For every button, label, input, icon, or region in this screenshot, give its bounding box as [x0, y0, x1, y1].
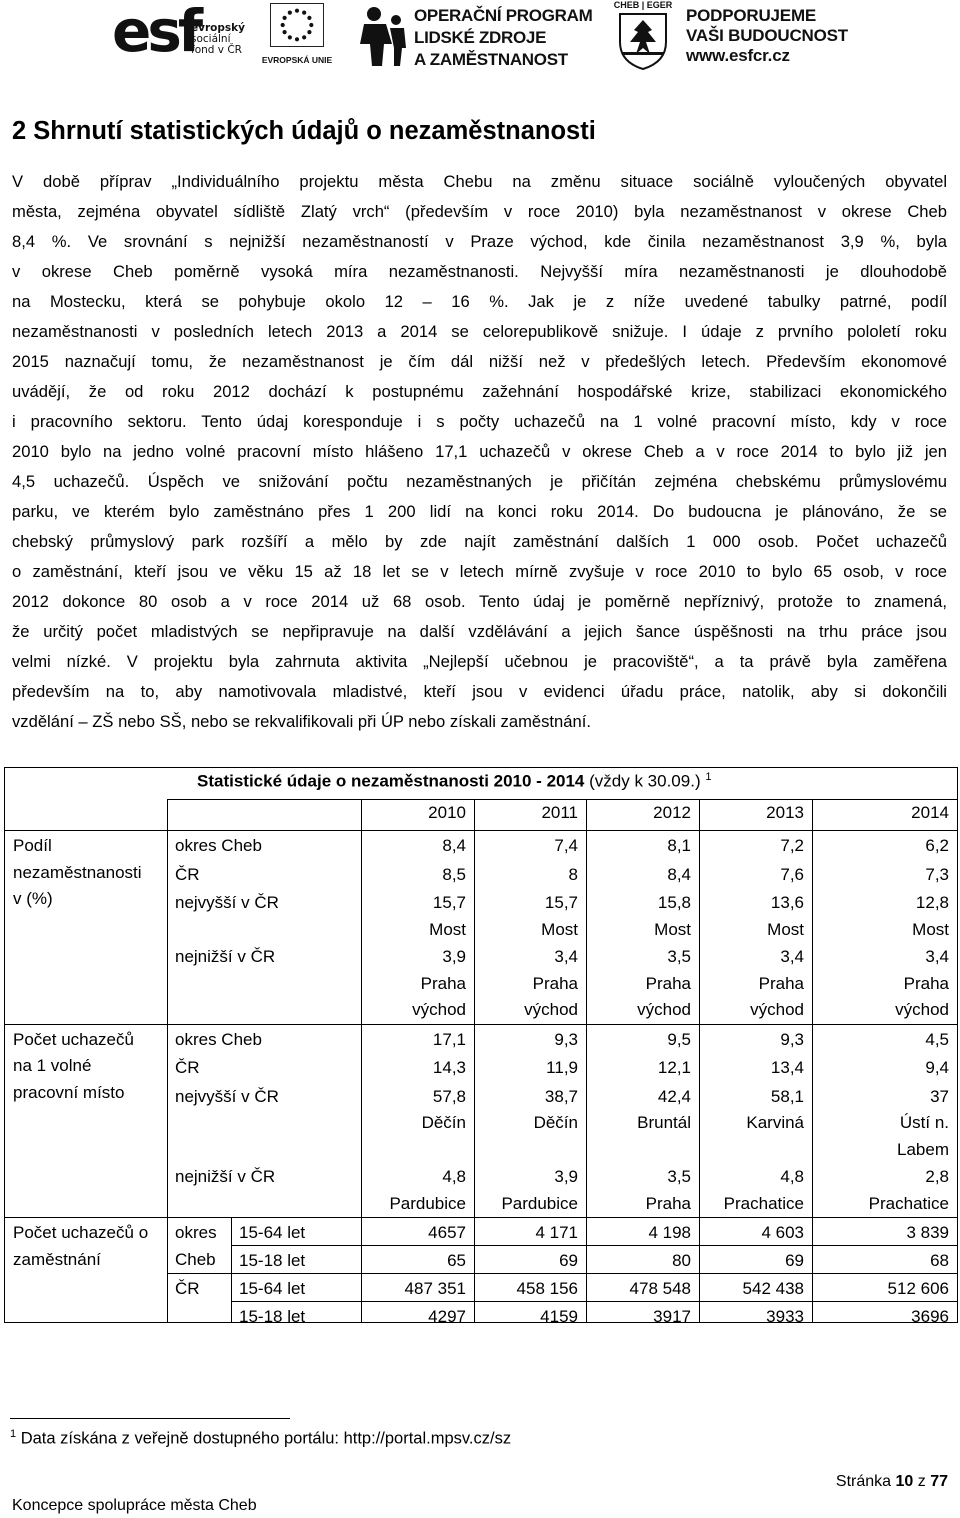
row-label: nejvyšší v ČR: [175, 893, 279, 912]
oplz-figure-icon: [358, 4, 408, 68]
table-cell: Karviná: [746, 1113, 804, 1132]
paragraph-line: chebský průmyslový park rozšíří a mělo by zde najít zaměstnání dalších 1 000 osob. Počet uchazečů: [12, 532, 947, 551]
eu-logo-label: EVROPSKÁ UNIE: [261, 55, 333, 65]
table-cell: 11,9: [546, 1058, 578, 1077]
table-vertical-rule: [231, 1217, 232, 1322]
esf-logo-text: [191, 23, 245, 56]
row-label: ČR: [175, 1058, 200, 1077]
row-label: 15-18 let: [239, 1251, 306, 1270]
table-cell: 9,3: [780, 1029, 804, 1049]
table-cell: Most: [912, 919, 949, 939]
row-label: 15-64 let: [239, 1223, 306, 1242]
table-cell: východ: [524, 1000, 578, 1019]
paragraph-line: vzdělání – ZŠ nebo SŠ, nebo se rekvalifikovali při ÚP nebo získali zaměstnání.: [12, 712, 591, 731]
row-label: ČR: [175, 864, 200, 884]
row-group-label: Podíl nezaměstnanosti v (%): [13, 836, 142, 908]
table-horizontal-rule: [231, 1273, 957, 1274]
table-cell: 3,5: [667, 1167, 691, 1186]
table-cell: 8,5: [442, 864, 466, 884]
table-cell: 15,8: [657, 893, 691, 912]
table-cell: 4,5: [925, 1029, 949, 1049]
table-cell: 9,4: [925, 1058, 949, 1077]
oplz-line1: OPERAČNÍ PROGRAM: [414, 6, 593, 25]
table-cell: 2,8: [925, 1167, 949, 1186]
table-vertical-rule: [474, 799, 475, 1322]
table-cell: 9,3: [554, 1029, 578, 1049]
table-cell: 478 548: [629, 1279, 691, 1298]
table-cell: Děčín: [533, 1113, 578, 1132]
row-subgroup-label: okres Cheb: [175, 1223, 217, 1269]
table-cell: Pardubice: [501, 1193, 578, 1213]
table-cell: 15,7: [432, 893, 466, 912]
table-cell: 3917: [653, 1307, 691, 1326]
table-cell: 9,5: [667, 1029, 691, 1049]
paragraph-line: parku, ve kterém bylo zaměstnáno přes 1 200 lidí na konci roku 2014. Do budoucna je plánováno, že se: [12, 502, 947, 521]
table-cell: 458 156: [516, 1279, 578, 1298]
table-cell: 7,6: [780, 864, 804, 884]
paragraph-line: 2015 naznačují tomu, že nezaměstnanost je čím dál nižší než v předešlých letech. Především ekonomové: [12, 352, 947, 371]
table-horizontal-rule: [167, 1273, 231, 1274]
eu-flag-icon: [270, 3, 324, 47]
page-number-middle: z: [913, 1473, 931, 1490]
table-title-date: (vždy k 30.09.): [584, 771, 701, 791]
paragraph-line: velmi nízké. V projektu byla zahrnuta aktivita „Nejlepší učebnou je pracoviště“, a ta právě byla zaměřena: [12, 652, 947, 671]
table-cell: 3 839: [906, 1223, 949, 1242]
table-cell: 3,4: [554, 947, 578, 966]
table-cell: 3,9: [554, 1167, 578, 1186]
table-cell: 3,4: [925, 947, 949, 966]
table-cell: Praha: [532, 973, 578, 993]
table-cell: 69: [559, 1251, 578, 1270]
esf-logo-line2: sociální: [191, 33, 231, 45]
table-cell: 58,1: [770, 1086, 804, 1106]
table-cell: 42,4: [657, 1086, 691, 1106]
table-cell: 12,1: [657, 1058, 691, 1077]
row-label: okres Cheb: [175, 1029, 262, 1049]
table-cell: Praha: [420, 973, 466, 993]
table-cell: Labem: [897, 1139, 949, 1159]
table-cell: 37: [930, 1086, 949, 1106]
paragraph-line: na Mostecku, která se pohybuje okolo 12 – 16 %. Jak je z níže uvedené tabulky patrné, podíl: [12, 292, 947, 311]
paragraph-line: 4,5 uchazečů. Úspěch ve snižování počtu nezaměstnaných je přičítán zejména chebskému průmyslovému: [12, 472, 947, 491]
eu-logo: [256, 3, 338, 69]
table-cell: 3696: [911, 1307, 949, 1326]
row-label: 15-64 let: [239, 1279, 306, 1298]
paragraph-line: 2010 bylo na jedno volné pracovní místo hlášeno 17,1 uchazečů v okrese Cheb a v roce 2014 to bylo již jen: [12, 442, 947, 461]
table-cell: Most: [429, 919, 466, 939]
year-header: 2013: [766, 803, 804, 822]
slogan-line2: VAŠI BUDOUCNOST: [686, 26, 848, 45]
paragraph-line: města, zejména obyvatel sídliště Zlatý vrch“ (především v roce 2010) byla nezaměstnanost v okrese Cheb: [12, 202, 947, 221]
table-horizontal-rule: [231, 1245, 957, 1246]
slogan-url: www.esfcr.cz: [686, 46, 790, 65]
table-cell: 69: [785, 1251, 804, 1270]
table-cell: 4,8: [442, 1167, 466, 1186]
year-header: 2014: [911, 803, 949, 822]
paragraph-line: nezaměstnanosti v posledních letech 2013 a 2014 se celorepublikově snižuje. I údaje z prvního pololetí roku: [12, 322, 947, 341]
table-cell: 8,1: [667, 836, 691, 855]
table-cell: Děčín: [421, 1113, 466, 1132]
table-cell: 4159: [540, 1307, 578, 1326]
header-logo-strip: [0, 0, 960, 72]
table-cell: 4657: [428, 1223, 466, 1242]
table-cell: 13,4: [770, 1058, 804, 1077]
cheb-coat-of-arms: [612, 0, 674, 70]
row-label: nejnižší v ČR: [175, 1167, 276, 1186]
row-label: nejnižší v ČR: [175, 947, 276, 966]
row-label: nejvyšší v ČR: [175, 1086, 279, 1106]
table-cell: Ústí n.: [899, 1113, 949, 1132]
slogan-block: [686, 6, 956, 66]
table-horizontal-rule: [231, 1301, 957, 1302]
table-cell: 38,7: [544, 1086, 578, 1106]
cheb-logo-label: CHEB | EGER: [613, 0, 673, 10]
table-vertical-rule: [699, 799, 700, 1322]
paragraph-line: 8,4 %. Ve srovnání s nejnižší nezaměstnaností v Praze východ, kde činila nezaměstnanost 3,9 %, byla: [12, 232, 947, 251]
table-cell: 17,1: [432, 1029, 466, 1049]
table-horizontal-rule: [5, 1024, 957, 1025]
table-vertical-rule: [812, 799, 813, 1322]
paragraph-line: o zaměstnání, kteří jsou ve věku 15 až 18 let se v letech mírně zvyšuje v roce 2010 to bylo 65 osob, v roce: [12, 562, 947, 581]
table-cell: 14,3: [432, 1058, 466, 1077]
year-header: 2010: [428, 803, 466, 822]
esf-logo: [112, 0, 250, 69]
footer-document-title: Koncepce spolupráce města Cheb: [12, 1497, 257, 1514]
table-cell: Most: [767, 919, 804, 939]
footnote-mark: 1: [10, 1428, 17, 1440]
table-cell: 7,2: [780, 836, 804, 855]
table-cell: 4 171: [535, 1223, 578, 1242]
table-cell: 3,9: [442, 947, 466, 966]
table-cell: 487 351: [404, 1279, 466, 1298]
row-group-label: Počet uchazečů na 1 volné pracovní místo: [13, 1029, 134, 1102]
table-cell: Most: [654, 919, 691, 939]
table-cell: 4 198: [648, 1223, 691, 1242]
table-cell: Bruntál: [637, 1113, 691, 1132]
table-cell: 3933: [766, 1307, 804, 1326]
page-number-current: 10: [895, 1473, 914, 1490]
table-cell: 512 606: [887, 1279, 949, 1298]
table-cell: Prachatice: [868, 1193, 949, 1213]
paragraph-line: V době příprav „Individuálního projektu města Chebu na změnu situace sociálně vyloučených obyvatel: [12, 172, 947, 191]
table-vertical-rule: [361, 799, 362, 1322]
table-cell: 3,4: [780, 947, 804, 966]
paragraph-line: 2012 dokonce 80 osob a v roce 2014 už 68 osob. Tento údaj je poměrně nepříznivý, protože to znamená,: [12, 592, 947, 611]
table-cell: 4 603: [761, 1223, 804, 1242]
table-cell: 80: [672, 1251, 691, 1270]
table-cell: 13,6: [770, 893, 804, 912]
table-cell: 65: [447, 1251, 466, 1270]
oplz-logo: [358, 4, 598, 70]
table-cell: Praha: [645, 973, 691, 993]
footnote: [10, 1428, 511, 1449]
page-number-total: 77: [930, 1473, 948, 1490]
table-cell: Praha: [903, 973, 949, 993]
table-title-footnote-mark: 1: [705, 771, 712, 783]
table-vertical-rule: [586, 799, 587, 1322]
esf-logo-line1: evropský: [191, 22, 245, 34]
footnote-rule: [10, 1418, 290, 1419]
table-cell: 8,4: [442, 836, 466, 855]
page-number-prefix: Stránka: [835, 1473, 896, 1490]
paragraph-line: i pracovního sektoru. Tento údaj koresponduje i s počty uchazečů na 1 volné pracovní místo, kdy v roce: [12, 412, 947, 431]
oplz-line2: LIDSKÉ ZDROJE: [414, 28, 547, 47]
table-title: [197, 771, 711, 792]
table-cell: 8: [568, 864, 578, 884]
table-cell: 57,8: [432, 1086, 466, 1106]
table-cell: Praha: [758, 973, 804, 993]
table-cell: 3,5: [667, 947, 691, 966]
year-header: 2011: [541, 803, 578, 822]
table-cell: východ: [750, 1000, 804, 1019]
footnote-text: Data získána z veřejně dostupného portálu: http://portal.mpsv.cz/sz: [20, 1429, 512, 1448]
row-label: 15-18 let: [239, 1307, 306, 1326]
table-cell: 8,4: [667, 864, 691, 884]
table-cell: Praha: [645, 1193, 691, 1213]
table-vertical-rule: [167, 799, 168, 1322]
paragraph-line: že určitý počet mladistvých se nepřipravuje na další vzdělávání a jejich šance úspěšnosti na trhu práce jsou: [12, 622, 947, 641]
esf-logo-mark: esf: [112, 0, 200, 65]
page-number: [836, 1473, 948, 1491]
table-cell: Most: [541, 919, 578, 939]
table-cell: 4,8: [780, 1167, 804, 1186]
statistics-table: [4, 767, 958, 1326]
table-cell: 542 438: [742, 1279, 804, 1298]
table-horizontal-rule: [5, 830, 957, 831]
paragraph-line: v okrese Cheb poměrně vysoká míra nezaměstnanosti. Nejvyšší míra nezaměstnanosti je dlouhodobě: [12, 262, 947, 281]
table-cell: 4297: [428, 1307, 466, 1326]
table-cell: 7,4: [554, 836, 578, 855]
esf-logo-line3: fond v ČR: [191, 44, 242, 56]
table-cell: 12,8: [915, 893, 949, 912]
body-paragraph: [12, 167, 947, 737]
section-heading: 2 Shrnutí statistických údajů o nezaměstnanosti: [12, 117, 596, 145]
table-cell: Prachatice: [723, 1193, 804, 1213]
row-group-label: Počet uchazečů o zaměstnání: [13, 1223, 149, 1269]
row-subgroup-label: ČR: [175, 1279, 200, 1298]
table-cell: 15,7: [544, 893, 578, 912]
table-cell: 7,3: [925, 864, 949, 884]
table-cell: 6,2: [925, 836, 949, 855]
table-cell: 68: [930, 1251, 949, 1270]
coat-of-arms-icon: [612, 12, 674, 70]
table-horizontal-rule: [5, 1217, 957, 1218]
table-cell: východ: [895, 1000, 949, 1019]
table-cell: Pardubice: [389, 1193, 466, 1213]
table-title-bold: Statistické údaje o nezaměstnanosti 2010 - 2014: [197, 771, 585, 791]
table-cell: východ: [412, 1000, 466, 1019]
paragraph-line: především na to, aby namotivovala mladistvé, kteří jsou v evidenci úřadu práce, natolik, aby si dokončili: [12, 682, 947, 701]
slogan-line1: PODPORUJEME: [686, 6, 817, 25]
table-cell: východ: [637, 1000, 691, 1019]
row-label: okres Cheb: [175, 836, 262, 855]
paragraph-line: uvádějí, že od roku 2012 dochází k postupnému zažehnání hospodářské krize, stabilizaci ekonomického: [12, 382, 947, 401]
year-header: 2012: [653, 803, 691, 822]
oplz-line3: A ZAMĚSTNANOST: [414, 50, 568, 69]
